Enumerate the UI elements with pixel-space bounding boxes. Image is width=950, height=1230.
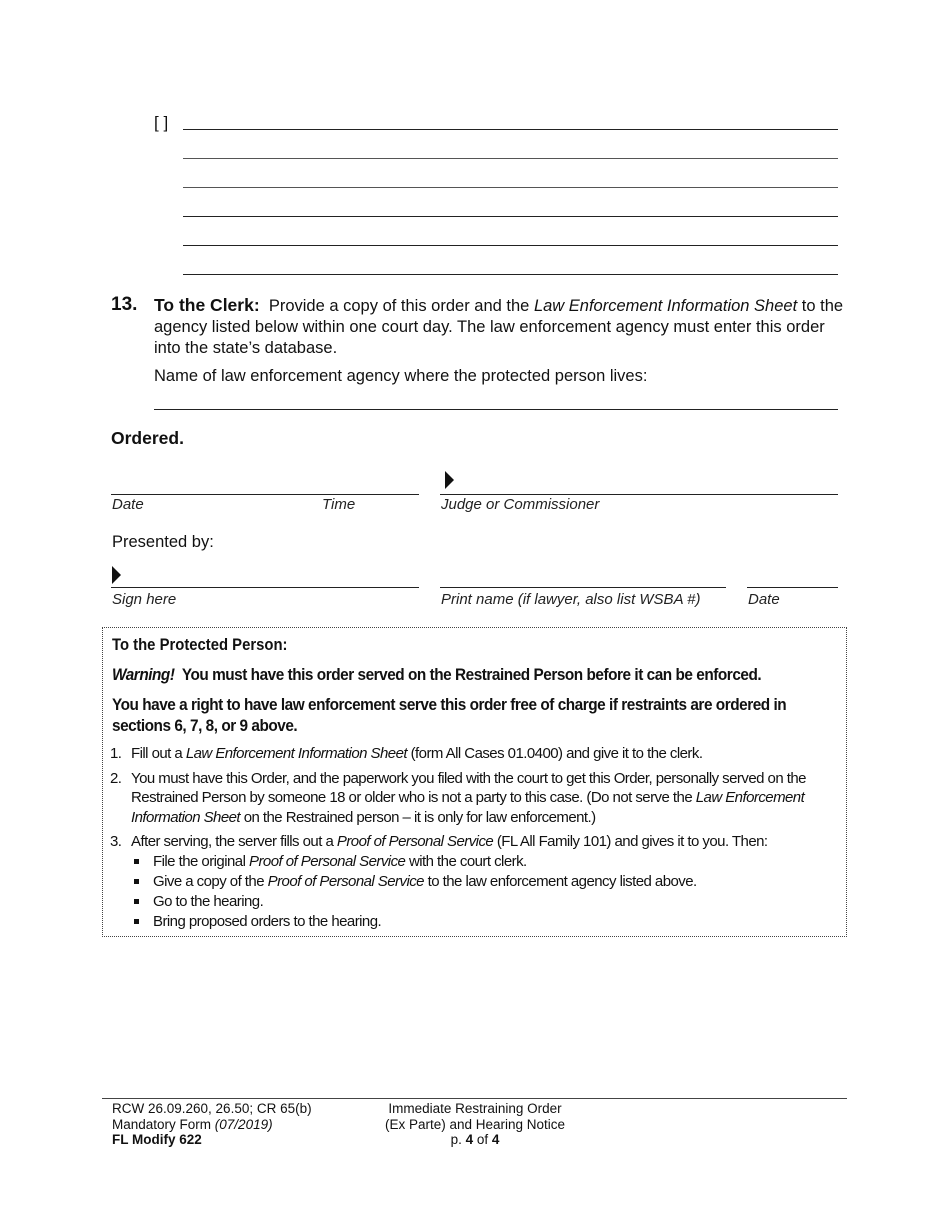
blank-line[interactable] <box>183 158 838 159</box>
presenter-signature-field[interactable] <box>111 587 419 588</box>
sign-here-label: Sign here <box>112 591 177 608</box>
sub-text: Give a copy of the <box>153 872 265 890</box>
agency-label: Name of law enforcement agency where the protected person lives: <box>154 367 648 385</box>
section-number: 13. <box>111 294 138 315</box>
presented-date-field[interactable] <box>747 587 838 588</box>
statute-reference: RCW 26.09.260, 26.50; CR 65(b) <box>112 1101 312 1116</box>
list-item <box>112 769 837 828</box>
sub-item <box>131 892 837 912</box>
form-title-line-2: (Ex Parte) and Hearing Notice <box>384 1116 566 1132</box>
option-checkbox[interactable]: [ ] <box>154 113 169 132</box>
section-text-before: Provide a copy of this order and the <box>268 297 530 315</box>
page-prefix: p. <box>450 1132 462 1147</box>
section-text-after: to the agency listed below within one court day. The law enforcement agency must enter this order into the state’s database. <box>154 297 844 357</box>
judge-signature-field[interactable] <box>440 494 838 495</box>
warning-paragraph <box>112 665 786 686</box>
presented-by-label: Presented by: <box>112 533 214 551</box>
page-number <box>360 1132 590 1148</box>
bullet-icon <box>134 859 139 864</box>
sub-text: Bring proposed orders to the hearing. <box>153 912 382 930</box>
page-current: 4 <box>465 1132 474 1147</box>
time-label: Time <box>322 496 356 513</box>
blank-line[interactable] <box>183 129 838 130</box>
date-label: Date <box>112 496 144 513</box>
sub-italic: Proof of Personal Service <box>249 852 406 870</box>
form-title-line-1: Immediate Restraining Order <box>388 1101 562 1116</box>
blank-line[interactable] <box>183 245 838 246</box>
right-paragraph: You have a right to have law enforcement serve this order free of charge if restraints are ordered in sections 6, 7, 8, or 9 above. <box>112 696 787 735</box>
item-text: (FL All Family 101) and gives it to you. Then: <box>496 833 768 850</box>
protected-person-notice <box>102 627 847 937</box>
presented-date-label: Date <box>748 591 780 608</box>
print-name-field[interactable] <box>440 587 726 588</box>
warning-label: Warning! <box>112 666 175 684</box>
item-text: Fill out a <box>131 745 183 762</box>
print-name-label: Print name (if lawyer, also list WSBA #) <box>441 591 701 608</box>
list-item <box>112 832 837 932</box>
item-number: 1. <box>110 745 122 762</box>
footer-left <box>112 1101 312 1148</box>
mandatory-form <box>112 1117 312 1133</box>
footer-center <box>360 1101 590 1148</box>
section-heading: To the Clerk: <box>154 295 260 315</box>
blank-line[interactable] <box>183 216 838 217</box>
sub-text: with the court clerk. <box>408 852 527 870</box>
sub-text: File the original <box>153 852 246 870</box>
page-total: 4 <box>491 1132 500 1147</box>
page-of: of <box>476 1132 489 1147</box>
sign-arrow-icon <box>445 471 454 489</box>
item-number: 2. <box>110 769 122 787</box>
sub-italic: Proof of Personal Service <box>267 872 424 890</box>
item-text: After serving, the server fills out a <box>131 833 334 850</box>
form-id: FL Modify 622 <box>112 1132 202 1147</box>
sign-arrow-icon <box>112 566 121 584</box>
instructions-list <box>112 744 837 932</box>
bullet-icon <box>134 919 139 924</box>
item-number: 3. <box>110 833 122 850</box>
judge-label: Judge or Commissioner <box>441 496 600 513</box>
section-13-text <box>154 295 844 359</box>
item-text: on the Restrained person – it is only for law enforcement.) <box>243 808 596 826</box>
blank-line[interactable] <box>183 187 838 188</box>
warning-text: You must have this order served on the Restrained Person before it can be enforced. <box>181 666 762 684</box>
item-italic: Proof of Personal Service <box>336 833 494 850</box>
item-italic: Law Enforcement Information Sheet <box>185 745 407 762</box>
section-text-italic: Law Enforcement Information Sheet <box>533 297 798 315</box>
sub-text: Go to the hearing. <box>153 892 264 910</box>
form-date: (07/2019) <box>214 1116 273 1132</box>
list-item <box>112 744 837 764</box>
bullet-icon <box>134 879 139 884</box>
date-time-field[interactable] <box>111 494 419 495</box>
ordered-heading: Ordered. <box>111 428 184 448</box>
item-text: You must have this Order, and the paperwork you filed with the court to get this Order, personally served on the Restrained Person by someone 18 or older who is not a party to this case. (Do not serve the <box>131 769 806 806</box>
sub-text: to the law enforcement agency listed above. <box>427 872 697 890</box>
agency-name-field[interactable] <box>154 409 838 410</box>
item-text: (form All Cases 01.0400) and give it to the clerk. <box>410 745 703 762</box>
notice-heading: To the Protected Person: <box>112 636 288 654</box>
sub-item <box>131 852 837 872</box>
sub-item <box>131 912 837 932</box>
footer-divider <box>102 1098 847 1099</box>
bullet-icon <box>134 899 139 904</box>
item-italic: Law Enforcement Information Sheet <box>131 789 805 826</box>
mandatory-label: Mandatory Form <box>112 1116 212 1132</box>
blank-line[interactable] <box>183 274 838 275</box>
sub-item <box>131 872 837 892</box>
